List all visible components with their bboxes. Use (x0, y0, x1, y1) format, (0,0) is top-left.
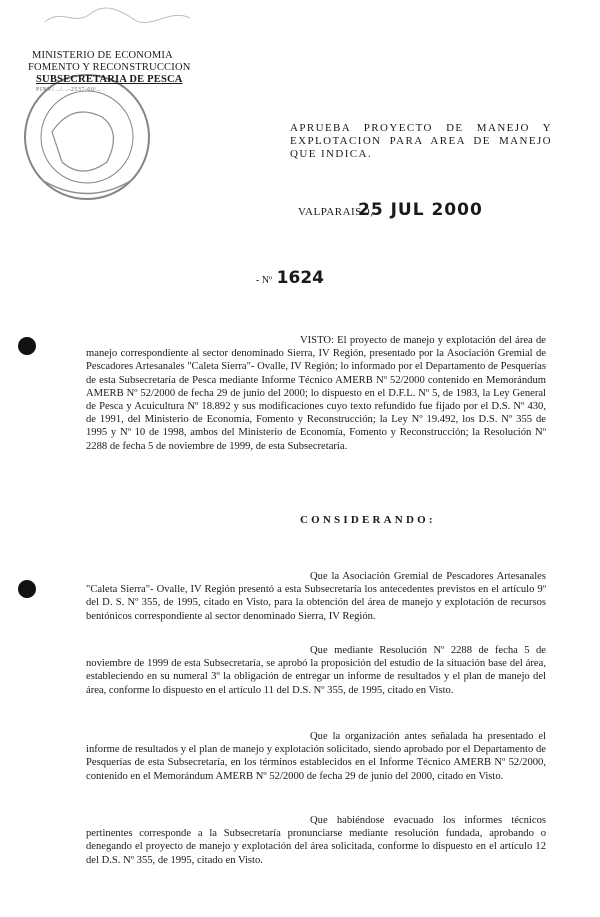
considerando-paragraph-2: Que mediante Resolución Nº 2288 de fecha 5 de noviembre de 1999 de esta Subsecretaría, se aprobó la proposición del estudio de la situación base del área, estableciendo en su numeral 3º la obligación de entregar un informe de resultados y el plan de manejo del área, conforme lo dispuesto en el artículo 11 del D.S. Nº 355, de 1995, citado en Visto. (86, 645, 546, 696)
considerando-paragraph-1: Que la Asociación Gremial de Pescadores Artesanales "Caleta Sierra"- Ovalle, IV Región presentó a esta Subsecretaría los antecedentes previstos en el artículo 9º del D. S. Nº 355, de 1995, citado en Visto, para la obtención del área de manejo y explotación de recursos bentónicos correspondiente al sector denominado Sierra, IV Región. (86, 571, 546, 622)
document-subject: APRUEBA PROYECTO DE MANEJO Y EXPLOTACION PARA AREA DE MANEJO QUE INDICA. (290, 122, 552, 160)
resolution-prefix: - Nº (256, 275, 273, 286)
visto-paragraph: VISTO: El proyecto de manejo y explotación del área de manejo correspondiente al sector denominado Sierra, IV Región, presentado por la Asociación Gremial de Pescadores Artesanales "Caleta Sierra"- Ovalle, IV Región; lo informado por el Departamento de Pesquerías de esta Subsecretaría de Pesca mediante Informe Técnico AMERB Nº 52/2000 contenido en Memorándum AMERB Nº 52/2000 de fecha 29 de junio del 2000; lo dispuesto en el D.F.L. Nº 5, de 1983, la Ley General de Pesca y Acuicultura Nº 18.892 y sus modificaciones cuyo texto refundido fue fijado por el D.S. Nº 430, de 1991, del Ministerio de Economía, Fomento y Reconstrucción; la Ley Nº 19.492, los D.S. Nº 355 de 1995 y Nº 10 de 1998, ambos del Ministerio de Economía, Fomento y Reconstrucción; la Resolución Nº 2288 de fecha 5 de noviembre de 1999, de esta Subsecretaría. (86, 335, 546, 452)
ministry-subtitle: FOMENTO Y RECONSTRUCCION (28, 62, 191, 73)
place-label: VALPARAISO, (298, 206, 374, 218)
letterhead (26, 50, 226, 94)
considerando-paragraph-4: Que habiéndose evacuado los informes técnicos pertinentes corresponde a la Subsecretaría pronunciarse mediante resolución fundada, aprobando o denegando el proyecto de manejo y explotación del área solicitada, conforme lo dispuesto en el artículo 12 del D.S. Nº 355, de 1995, citado en Visto. (86, 815, 546, 866)
punch-hole (18, 580, 36, 598)
subsecretaria-name: SUBSECRETARIA DE PESCA (36, 74, 183, 85)
resolution-number-value: 1624 (276, 268, 324, 288)
date-stamp: 25 JUL 2000 (358, 200, 483, 220)
reference-code: PINV/.../...-2537-00/... (36, 87, 103, 93)
header-scribble-mark (40, 4, 200, 30)
punch-hole (18, 337, 36, 355)
considerando-heading: CONSIDERANDO: (300, 514, 436, 526)
ministry-name: MINISTERIO DE ECONOMIA (32, 50, 173, 61)
considerando-paragraph-3: Que la organización antes señalada ha presentado el informe de resultados y el plan de manejo y explotación solicitado, siendo aprobado por el Departamento de Pesquerías de esta Subsecretaría, en los términos establecidos en el Informe Técnico AMERB Nº 52/2000, contenido en el Memorándum AMERB Nº 52/2000 de fecha 29 de junio del 2000, citado en Visto. (86, 731, 546, 782)
resolution-number (256, 268, 324, 288)
